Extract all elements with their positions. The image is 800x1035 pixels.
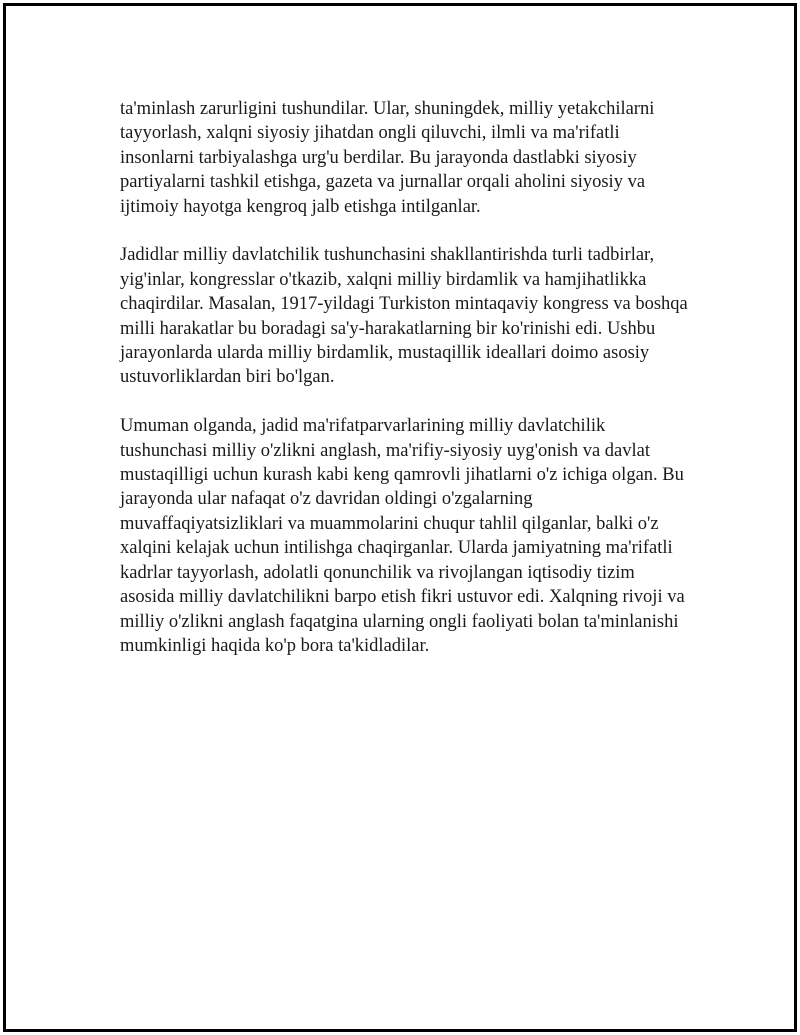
paragraph-1 [120,97,680,219]
text-line: ta'minlash zarurligini tushundilar. Ular, shuningdek, milliy yetakchilarni [120,99,655,119]
text-line: mustaqilligi uchun kurash kabi keng qamrovli jihatlarni o'z ichiga olgan. Bu [120,465,684,486]
paragraph-2 [120,243,688,389]
text-line: ijtimoiy hayotga kengroq jalb etishga intilganlar. [120,196,481,217]
text-line: asosida milliy davlatchilikni barpo etish fikri ustuvor edi. Xalqning rivoji va [120,587,685,608]
text-line: xalqini kelajak uchun intilishga chaqirganlar. Ularda jamiyatning ma'rifatli [120,538,673,559]
text-line: tayyorlash, xalqni siyosiy jihatdan ongli qiluvchi, ilmli va ma'rifatli [120,123,620,144]
text-line: insonlarni tarbiyalashga urg'u berdilar. Bu jarayonda dastlabki siyosiy [120,147,637,168]
text-line: milliy o'zlikni anglash faqatgina ularning ongli faoliyati bolan ta'minlanishi [120,611,679,632]
text-line: kadrlar tayyorlash, adolatli qonunchilik va rivojlangan iqtisodiy tizim [120,562,635,583]
text-line: yig'inlar, kongresslar o'tkazib, xalqni milliy birdamlik va hamjihatlikka [120,269,647,290]
text-line: jarayonlarda ularda milliy birdamlik, mustaqillik ideallari doimo asosiy [120,343,650,364]
paragraph-3 [120,414,685,658]
text-line: mumkinligi haqida ko'p bora ta'kidladilar. [120,635,430,656]
text-line: chaqirdilar. Masalan, 1917-yildagi Turkiston mintaqaviy kongress va boshqa [120,294,688,315]
text-line: ustuvorliklardan biri bo'lgan. [120,367,335,388]
document-body [120,97,688,683]
text-line: partiyalarni tashkil etishga, gazeta va jurnallar orqali aholini siyosiy va [120,172,646,193]
text-line: Umuman olganda, jadid ma'rifatparvarlarining milliy davlatchilik [120,416,606,437]
text-line: jarayonda ular nafaqat o'z davridan oldingi o'zgalarning [120,489,533,510]
document-page [3,3,797,1032]
text-line: muvaffaqiyatsizliklari va muammolarini chuqur tahlil qilganlar, balki o'z [120,513,659,534]
text-line: milli harakatlar bu boradagi sa'y-harakatlarning bir ko'rinishi edi. Ushbu [120,318,656,339]
text-line: Jadidlar milliy davlatchilik tushunchasini shakllantirishda turli tadbirlar, [120,245,655,266]
text-line: tushunchasi milliy o'zlikni anglash, ma'rifiy-siyosiy uyg'onish va davlat [120,440,650,461]
